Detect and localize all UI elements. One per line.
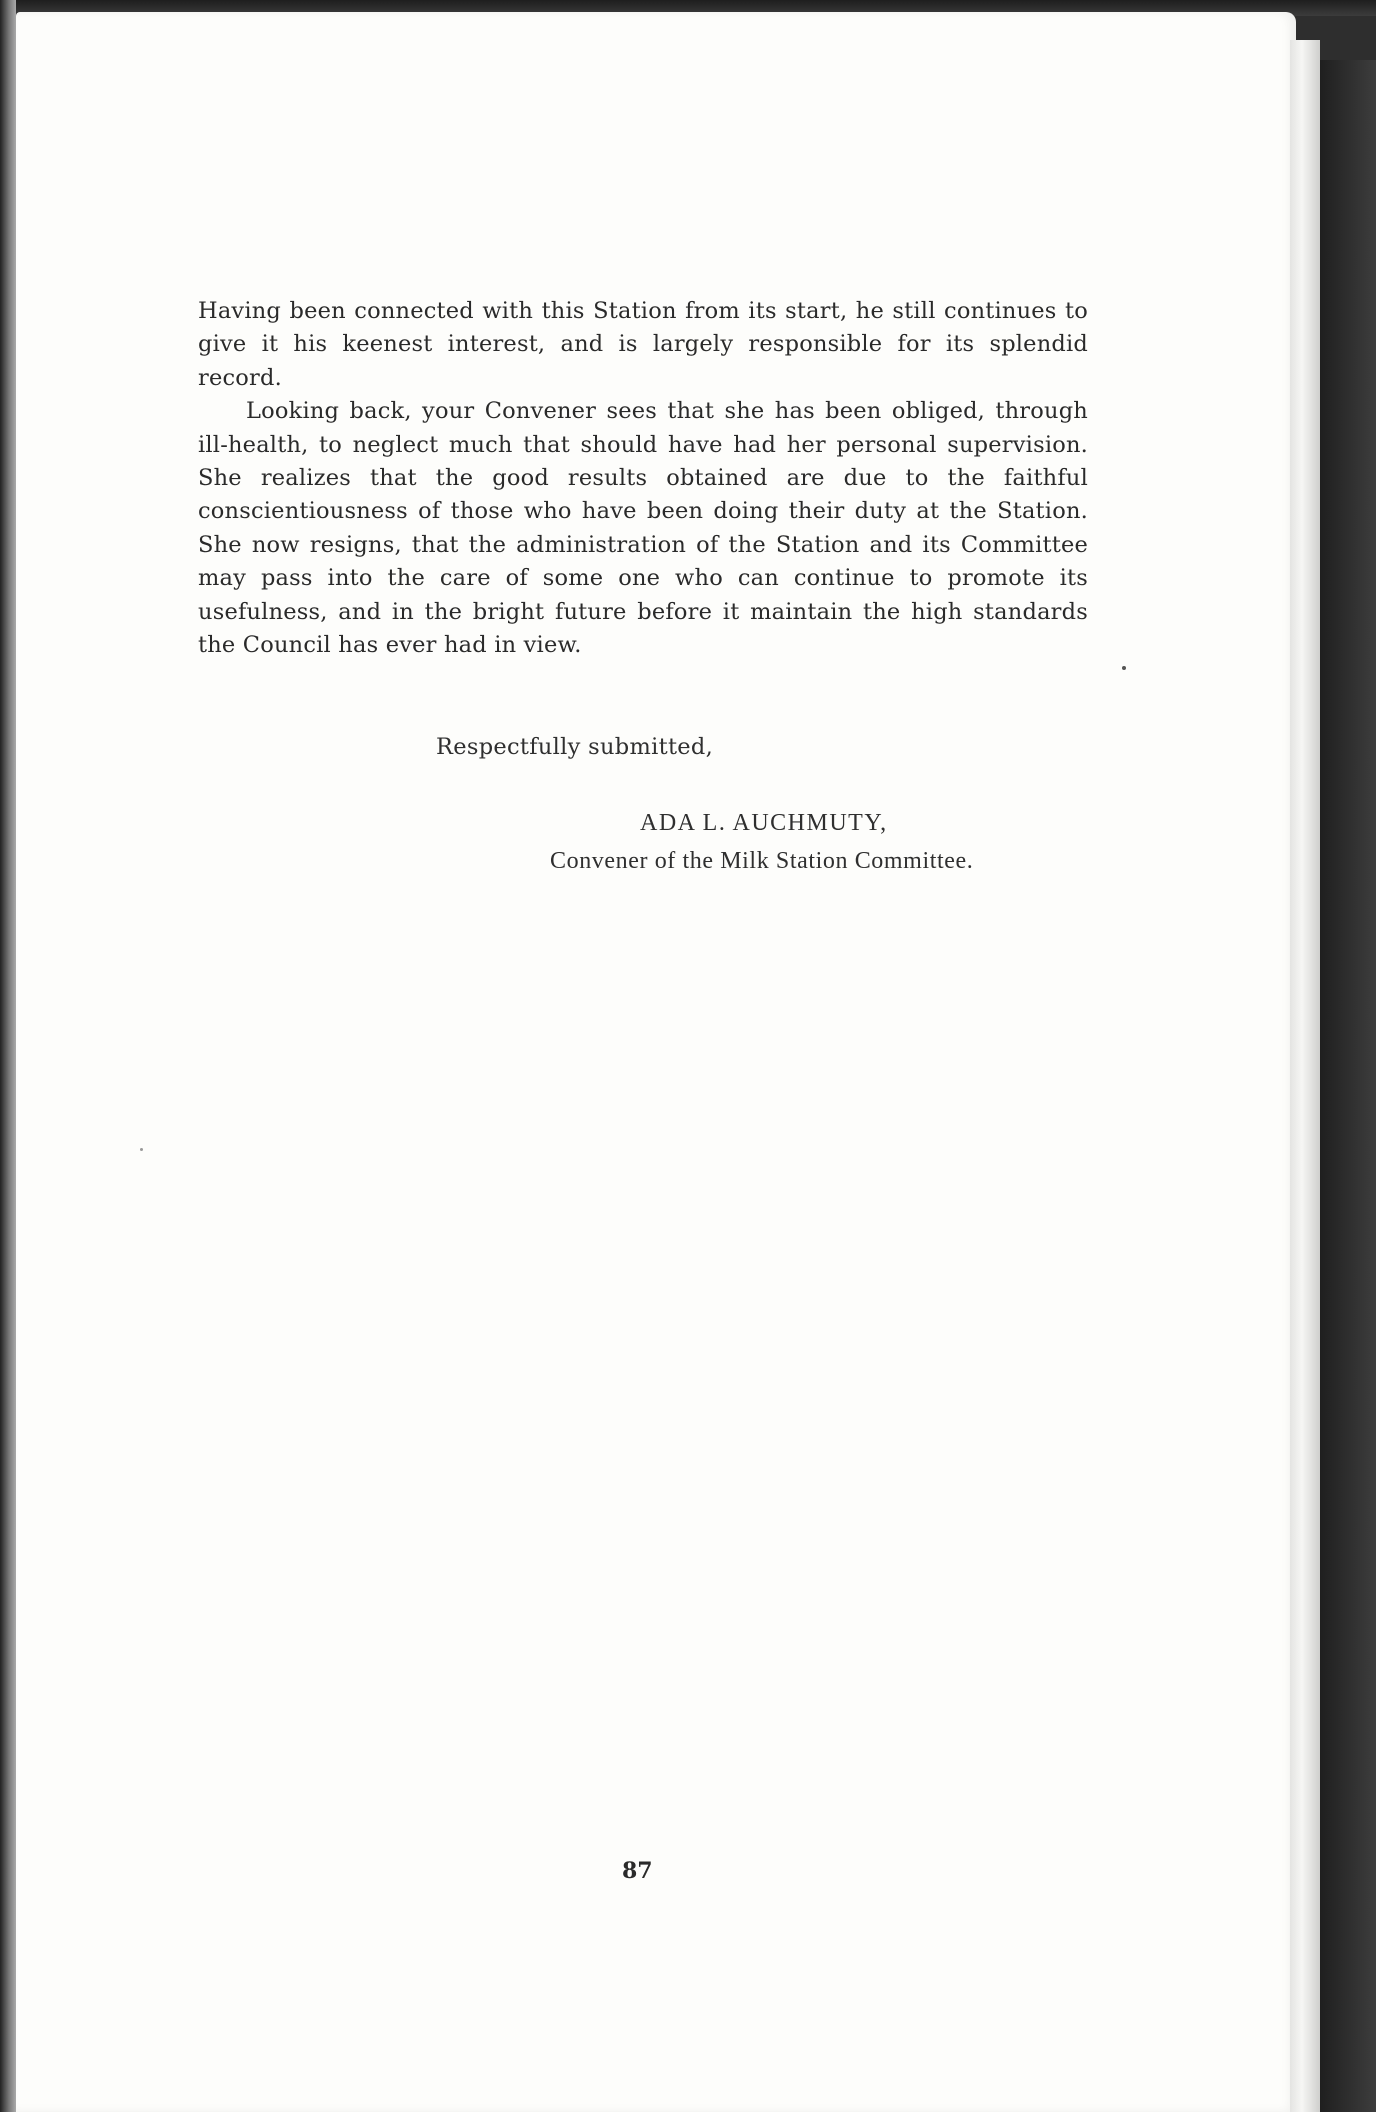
closing-line: Respectfully submitted, bbox=[436, 734, 714, 760]
signature-title: Convener of the Milk Station Committee. bbox=[550, 848, 974, 874]
paragraph-1: Having been connected with this Station from its start, he still continues to give it his keenest interest, and is largely responsible for its splendid record. bbox=[198, 298, 1088, 391]
page-number: 87 bbox=[622, 1858, 653, 1884]
body-text bbox=[198, 295, 1088, 662]
page-sheet bbox=[16, 12, 1296, 2112]
scan-right-background bbox=[1320, 60, 1376, 2112]
dust-speck bbox=[1122, 666, 1126, 670]
scan-left-edge bbox=[0, 0, 16, 2112]
paragraph-2: Looking back, your Convener sees that she has been obliged, through ill-health, to neglect much that should have had her personal supervision. She realizes that the good results obtained are due to the faithful conscientiousness of those who have been doing their duty at the Station. She now resigns, that the administration of the Station and its Committee may pass into the care of some one who can continue to promote its usefulness, and in the bright future before it maintain the high standards the Council has ever had in view. bbox=[198, 398, 1088, 659]
dust-speck bbox=[140, 1148, 143, 1151]
page-edge-strip bbox=[1290, 40, 1320, 2112]
signature-name: ADA L. AUCHMUTY, bbox=[640, 810, 888, 836]
